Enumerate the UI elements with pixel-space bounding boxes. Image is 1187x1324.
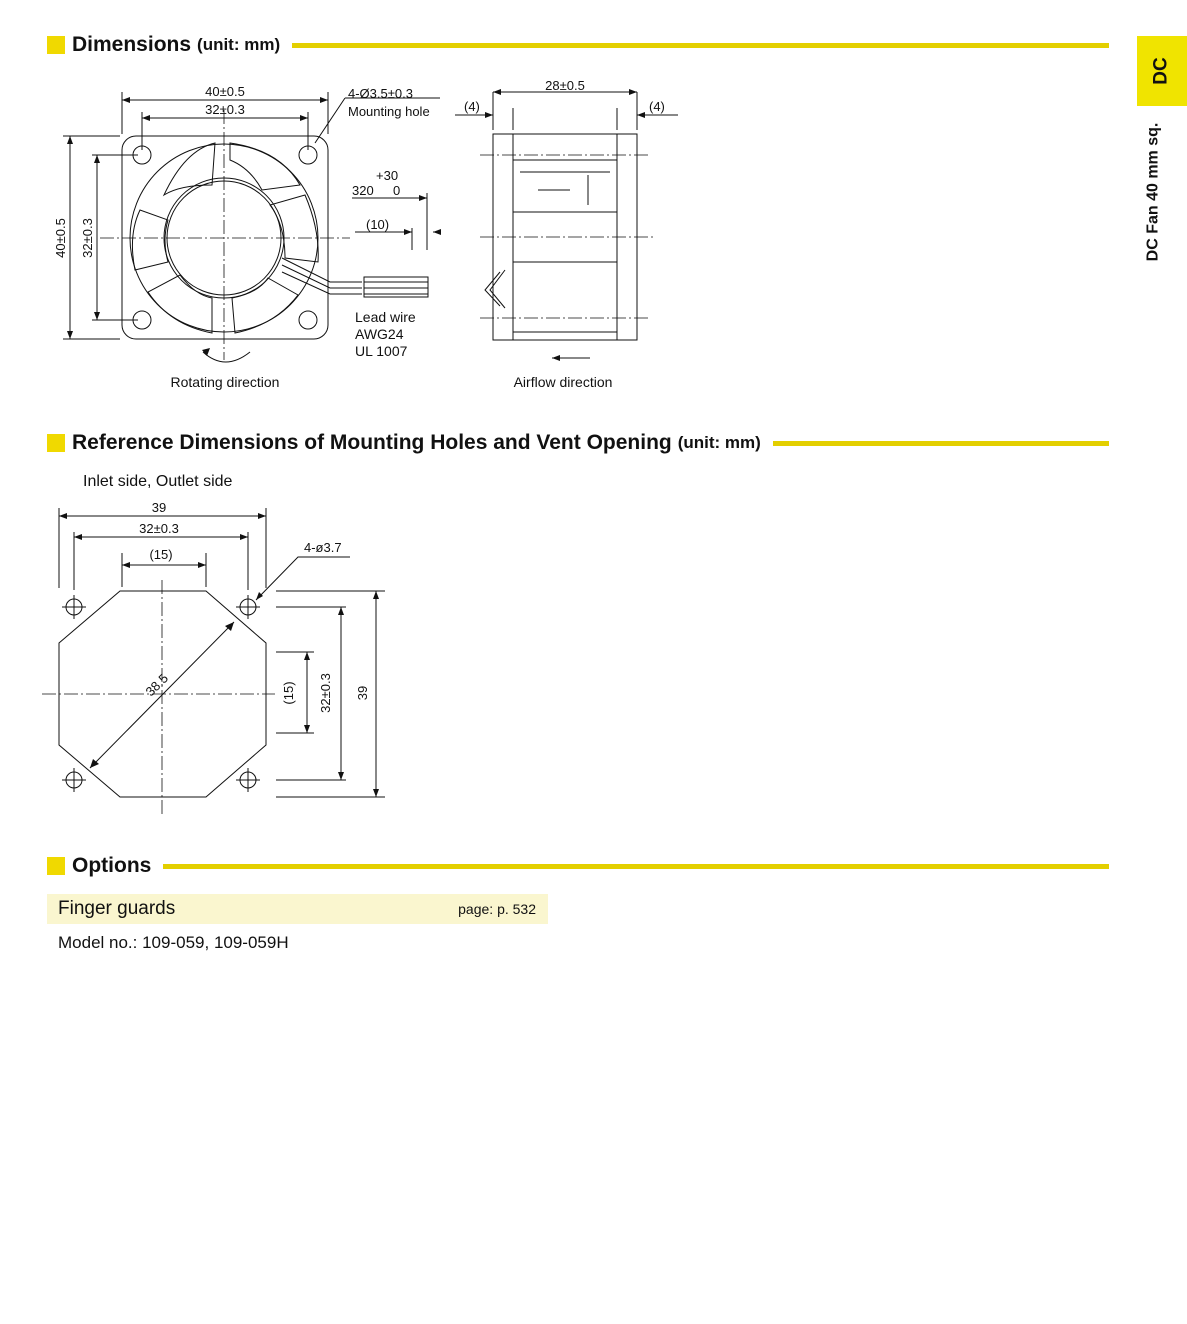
lead-wire-standard: UL 1007 xyxy=(355,343,408,359)
side-caption: DC Fan 40 mm sq. xyxy=(1144,122,1162,262)
side-depth: 28±0.5 xyxy=(545,78,585,93)
rotating-direction-label: Rotating direction xyxy=(170,374,280,390)
dimensions-title: Dimensions xyxy=(72,33,192,56)
side-flange-left: (4) xyxy=(464,99,480,114)
ref-dim-overall-w: 39 xyxy=(151,500,167,515)
front-dim-inner-w: 32±0.3 xyxy=(205,102,245,117)
reference-subtitle: Inlet side, Outlet side xyxy=(83,473,233,490)
options-title: Options xyxy=(72,854,152,877)
lead-wire-label: Lead wire xyxy=(355,309,416,325)
ref-diagonal: 38.5 xyxy=(142,670,172,700)
airflow-direction-label: Airflow direction xyxy=(513,374,613,390)
lead-wire-gauge: AWG24 xyxy=(355,326,404,342)
front-dim-inner-h: 32±0.3 xyxy=(80,218,95,258)
lead-tolerance-low: 0 xyxy=(393,183,401,198)
side-tab-label: DC xyxy=(1150,57,1172,85)
side-flange-right: (4) xyxy=(649,99,665,114)
lead-length: 320 xyxy=(352,183,374,198)
option-finger-guards xyxy=(47,894,548,924)
heading-rule xyxy=(773,441,1109,446)
heading-marker xyxy=(47,857,65,875)
ref-dim-pitch-w: 32±0.3 xyxy=(139,521,179,536)
heading-marker xyxy=(47,434,65,452)
front-dim-outer-h: 40±0.5 xyxy=(53,218,68,258)
mounting-hole-drawing xyxy=(0,460,420,850)
reference-heading xyxy=(47,430,1109,456)
option-page-ref: page: p. 532 xyxy=(458,901,536,917)
fan-dimension-drawing xyxy=(0,0,700,410)
front-dim-outer-w: 40±0.5 xyxy=(205,84,245,99)
strip-length: (10) xyxy=(366,217,390,232)
front-hole-label: Mounting hole xyxy=(348,104,430,119)
ref-dim-vent-h: (15) xyxy=(281,681,296,705)
reference-title: Reference Dimensions of Mounting Holes and Vent Opening xyxy=(72,431,672,454)
front-hole-callout: 4-Ø3.5±0.3 xyxy=(348,86,413,101)
ref-dim-pitch-h: 32±0.3 xyxy=(318,673,333,713)
ref-dim-overall-h: 39 xyxy=(355,685,370,701)
ref-hole-callout: 4-ø3.7 xyxy=(304,540,342,555)
option-model-number: Model no.: 109-059, 109-059H xyxy=(58,933,289,952)
heading-rule xyxy=(163,864,1109,869)
option-name: Finger guards xyxy=(58,898,176,919)
options-heading xyxy=(47,853,1109,879)
dimensions-unit: (unit: mm) xyxy=(197,35,281,54)
reference-unit: (unit: mm) xyxy=(677,433,761,452)
ref-dim-vent-w: (15) xyxy=(149,547,173,562)
lead-tolerance: +30 xyxy=(376,168,399,183)
fan-frame xyxy=(122,136,328,339)
